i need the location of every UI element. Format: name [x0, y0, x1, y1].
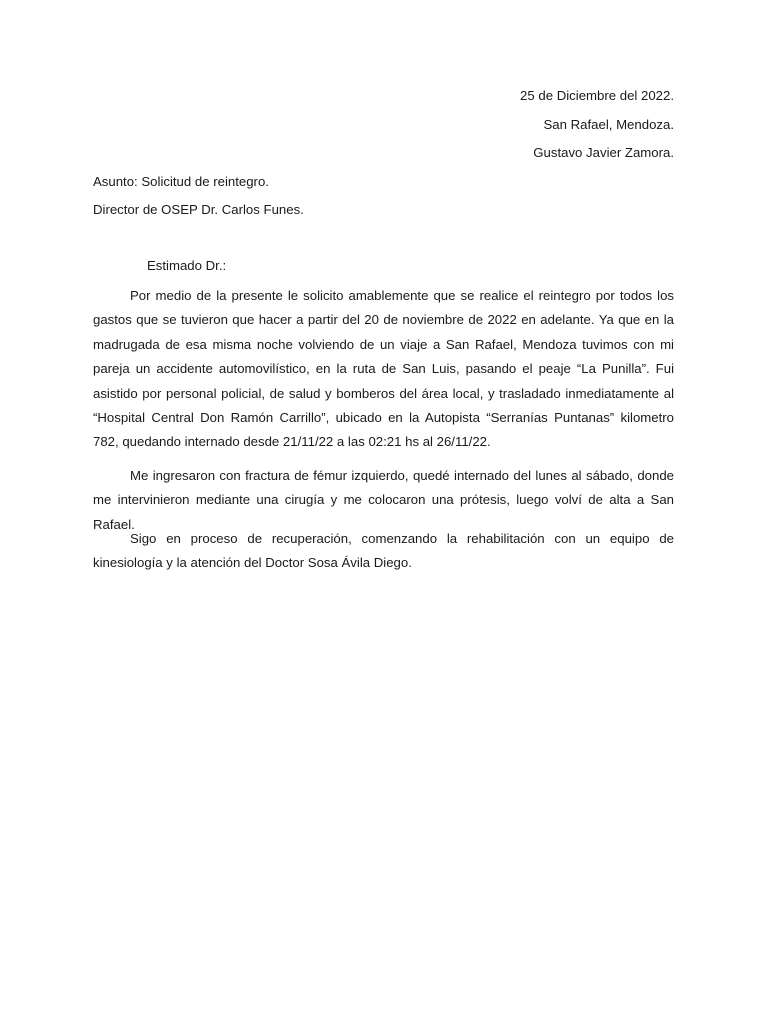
letter-place: San Rafael, Mendoza. [543, 117, 674, 132]
letter-salutation: Estimado Dr.: [147, 258, 227, 273]
letter-subject: Asunto: Solicitud de reintegro. [93, 174, 269, 189]
letter-sender: Gustavo Javier Zamora. [533, 145, 674, 160]
body-paragraph-3: Sigo en proceso de recuperación, comenzando la rehabilitación con un equipo de kinesiología y la atención del Doctor Sosa Ávila Diego. [93, 531, 674, 571]
body-paragraph-1: Por medio de la presente le solicito amablemente que se realice el reintegro por todos los gastos que se tuvieron que hacer a partir del 20 de noviembre de 2022 en adelante. Ya que en la madrugada de esa misma noche volviendo de un viaje a San Rafael, Mendoza tuvimos con mi pareja un accidente automovilístico, en la ruta de San Luis, pasando el peaje “La Punilla”. Fui asistido por personal policial, de salud y bomberos del área local, y trasladado inmediatamente al “Hospital Central Don Ramón Carrillo”, ubicado en la Autopista “Serranías Puntanas” kilometro 782, quedando internado desde 21/11/22 a las 02:21 hs al 26/11/22. [93, 288, 674, 450]
body-paragraph-2: Me ingresaron con fractura de fémur izquierdo, quedé internado del lunes al sábado, donde me intervinieron mediante una cirugía y me colocaron una prótesis, luego volví de alta a San Rafael. [93, 468, 674, 532]
letter-recipient: Director de OSEP Dr. Carlos Funes. [93, 202, 304, 217]
letter-date: 25 de Diciembre del 2022. [520, 88, 674, 103]
